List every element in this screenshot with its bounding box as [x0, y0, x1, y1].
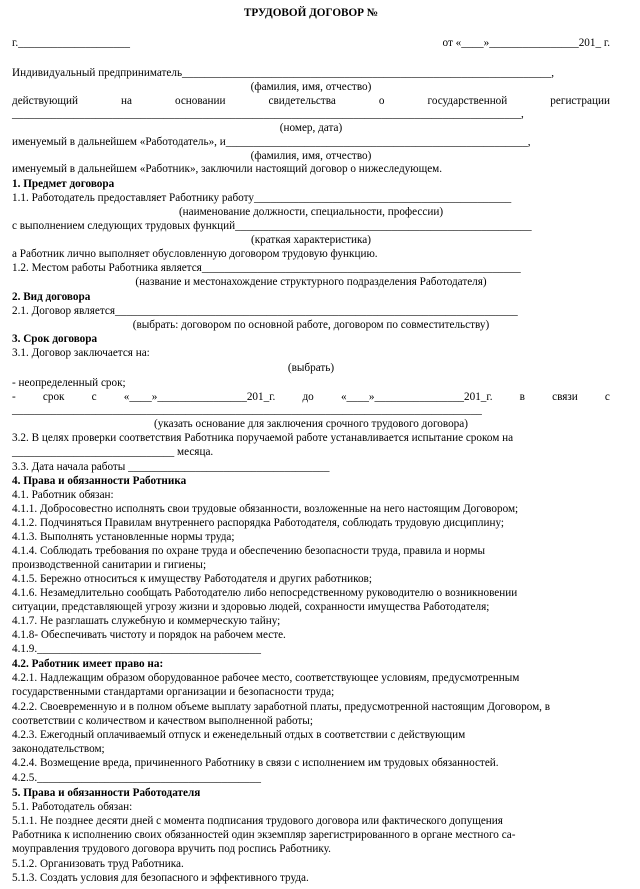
document-title: ТРУДОВОЙ ДОГОВОР №	[243, 7, 379, 19]
basis-word: на	[120, 95, 132, 107]
clause-5-1-1-cont: Работника к исполнению своих обязанностей один экземпляр зарегистрированного в органе местного са-	[12, 829, 516, 841]
clause-4-1-4-cont: производственной санитарии и гигиены;	[12, 559, 207, 571]
clause-4-2-1-cont: государственными стандартами организации и безопасности труда;	[12, 686, 335, 698]
hint-choose-kind: (выбрать: договором по основной работе, договором по совместительству)	[132, 319, 490, 331]
clause-4-2-4: 4.2.4. Возмещение вреда, причиненного Работнику в связи с исполнением им трудовых обязанностей.	[12, 757, 499, 769]
term-word: с	[604, 391, 610, 403]
basis-word: действующий	[12, 95, 78, 107]
clause-1-personal: а Работник лично выполняет обусловленную договором трудовую функцию.	[12, 248, 378, 260]
section-1-title: 1. Предмет договора	[12, 178, 115, 190]
basis-word: свидетельства	[268, 95, 336, 107]
subsection-4-2-title: 4.2. Работник имеет право на:	[12, 658, 164, 670]
clause-3-3[interactable]: 3.3. Дата начала работы ____________________________________	[12, 461, 330, 473]
clause-3-1: 3.1. Договор заключается на:	[12, 347, 150, 359]
hint-place: (название и местонахождение структурного подразделения Работодателя)	[135, 276, 487, 288]
clause-4-1-1: 4.1.1. Добросовестно исполнять свои трудовые обязанности, возложенные на него настоящим Договором;	[12, 503, 519, 515]
clause-4-1-7: 4.1.7. Не разглашать служебную и коммерческую тайну;	[12, 615, 281, 627]
employee-named-line: именуемый в дальнейшем «Работник», заключили настоящий договор о нижеследующем.	[12, 163, 443, 175]
term-line	[12, 390, 610, 404]
clause-4-1-6-cont: ситуации, представляющей угрозу жизни и здоровью людей, сохранности имущества Работодателя;	[12, 601, 490, 613]
clause-4-2-3-cont: законодательством;	[12, 743, 105, 755]
date-field[interactable]: от «____»________________201_ г.	[442, 37, 610, 49]
clause-2-1[interactable]: 2.1. Договор является________________________________________________________________________	[12, 305, 518, 317]
basis-word: государственной	[427, 95, 508, 107]
hint-brief: (краткая характеристика)	[251, 234, 371, 246]
section-3-title: 3. Срок договора	[12, 333, 98, 345]
clause-4-1-5: 4.1.5. Бережно относиться к имуществу Работодателя и других работников;	[12, 573, 372, 585]
term-word: в	[519, 391, 525, 403]
hint-choose: (выбрать)	[287, 362, 335, 374]
basis-line	[12, 94, 610, 108]
hint-reason: (указать основание для заключения срочного трудового договора)	[154, 418, 468, 430]
clause-1-2[interactable]: 1.2. Местом работы Работника является_________________________________________________________	[12, 262, 521, 274]
term-word: срок	[42, 391, 65, 403]
clause-4-1-8: 4.1.8- Обеспечивать чистоту и порядок на рабочем месте.	[12, 629, 286, 641]
term-end-field[interactable]: «____»________________201_г.	[340, 391, 493, 403]
clause-4-1-9[interactable]: 4.1.9.________________________________________	[12, 643, 261, 655]
term-word: связи	[552, 391, 578, 403]
clause-5-1: 5.1. Работодатель обязан:	[12, 801, 133, 813]
term-word: -	[12, 391, 16, 403]
clause-5-1-1-cont2: моуправления трудового договора вручить под роспись Работнику.	[12, 843, 331, 855]
term-start-field[interactable]: «____»________________201_г.	[123, 391, 276, 403]
clause-3-2: 3.2. В целях проверки соответствия Работника поручаемой работе устанавливается испытание сроком на	[12, 432, 514, 444]
clause-3-indefinite: - неопределенный срок;	[12, 377, 126, 389]
clause-5-1-3: 5.1.3. Создать условия для безопасного и эффективного труда.	[12, 872, 309, 884]
term-word: до	[302, 391, 314, 403]
clause-5-1-2: 5.1.2. Организовать труд Работника.	[12, 858, 184, 870]
employer-line[interactable]: Индивидуальный предприниматель__________________________________________________________________,	[12, 67, 555, 79]
clause-4-2-3: 4.2.3. Ежегодный оплачиваемый отпуск и еженедельный отдых в соответствии с действующим	[12, 729, 466, 741]
clause-4-1-6: 4.1.6. Незамедлительно сообщать Работодателю либо непосредственному руководителю о возникновении	[12, 587, 518, 599]
section-4-title: 4. Права и обязанности Работника	[12, 475, 187, 487]
hint-position: (наименование должности, специальности, профессии)	[178, 206, 444, 218]
hint-fio-1: (фамилия, имя, отчество)	[250, 81, 372, 93]
clause-4-2-5[interactable]: 4.2.5.________________________________________	[12, 772, 261, 784]
section-5-title: 5. Права и обязанности Работодателя	[12, 787, 201, 799]
basis-word: регистрации	[550, 95, 610, 107]
term-reason-blank[interactable]: ____________________________________________________________________________________	[12, 404, 482, 416]
clause-1-duties[interactable]: с выполнением следующих трудовых функций_____________________________________________________	[12, 220, 532, 232]
clause-4-1-2: 4.1.2. Подчиняться Правилам внутреннего распорядка Работодателя, соблюдать трудовую дисциплину;	[12, 517, 505, 529]
clause-4-1-4: 4.1.4. Соблюдать требования по охране труда и обеспечению безопасности труда, правила и нормы	[12, 545, 485, 557]
section-2-title: 2. Вид договора	[12, 291, 91, 303]
clause-1-1[interactable]: 1.1. Работодатель предоставляет Работнику работу______________________________________________	[12, 192, 512, 204]
basis-word: о	[378, 95, 385, 107]
basis-word: основании	[174, 95, 226, 107]
clause-4-2-2: 4.2.2. Своевременную и в полном объеме выплату заработной платы, предусмотренной настоящим Договором, в	[12, 701, 551, 713]
clause-4-1-3: 4.1.3. Выполнять установленные нормы труда;	[12, 531, 235, 543]
hint-fio-2: (фамилия, имя, отчество)	[250, 150, 372, 162]
probation-field[interactable]: _____________________________ месяца.	[12, 446, 214, 458]
clause-4-2-2-cont: соответствии с количеством и качеством выполненной работы;	[12, 715, 313, 727]
clause-5-1-1: 5.1.1. Не позднее десяти дней с момента подписания трудового договора или фактического допущения	[12, 815, 503, 827]
city-field[interactable]: г.____________________	[12, 37, 130, 49]
clause-4-2-1: 4.2.1. Надлежащим образом оборудованное рабочее место, соответствующее условиям, предусмотренным	[12, 672, 520, 684]
employer-named-line[interactable]: именуемый в дальнейшем «Работодатель», и______________________________________________________,	[12, 136, 531, 148]
hint-number-date: (номер, дата)	[279, 122, 343, 134]
registration-blank[interactable]: ___________________________________________________________________________________________,	[12, 108, 524, 120]
clause-4-1: 4.1. Работник обязан:	[12, 489, 114, 501]
term-word: с	[91, 391, 97, 403]
place-date-row	[12, 36, 610, 50]
